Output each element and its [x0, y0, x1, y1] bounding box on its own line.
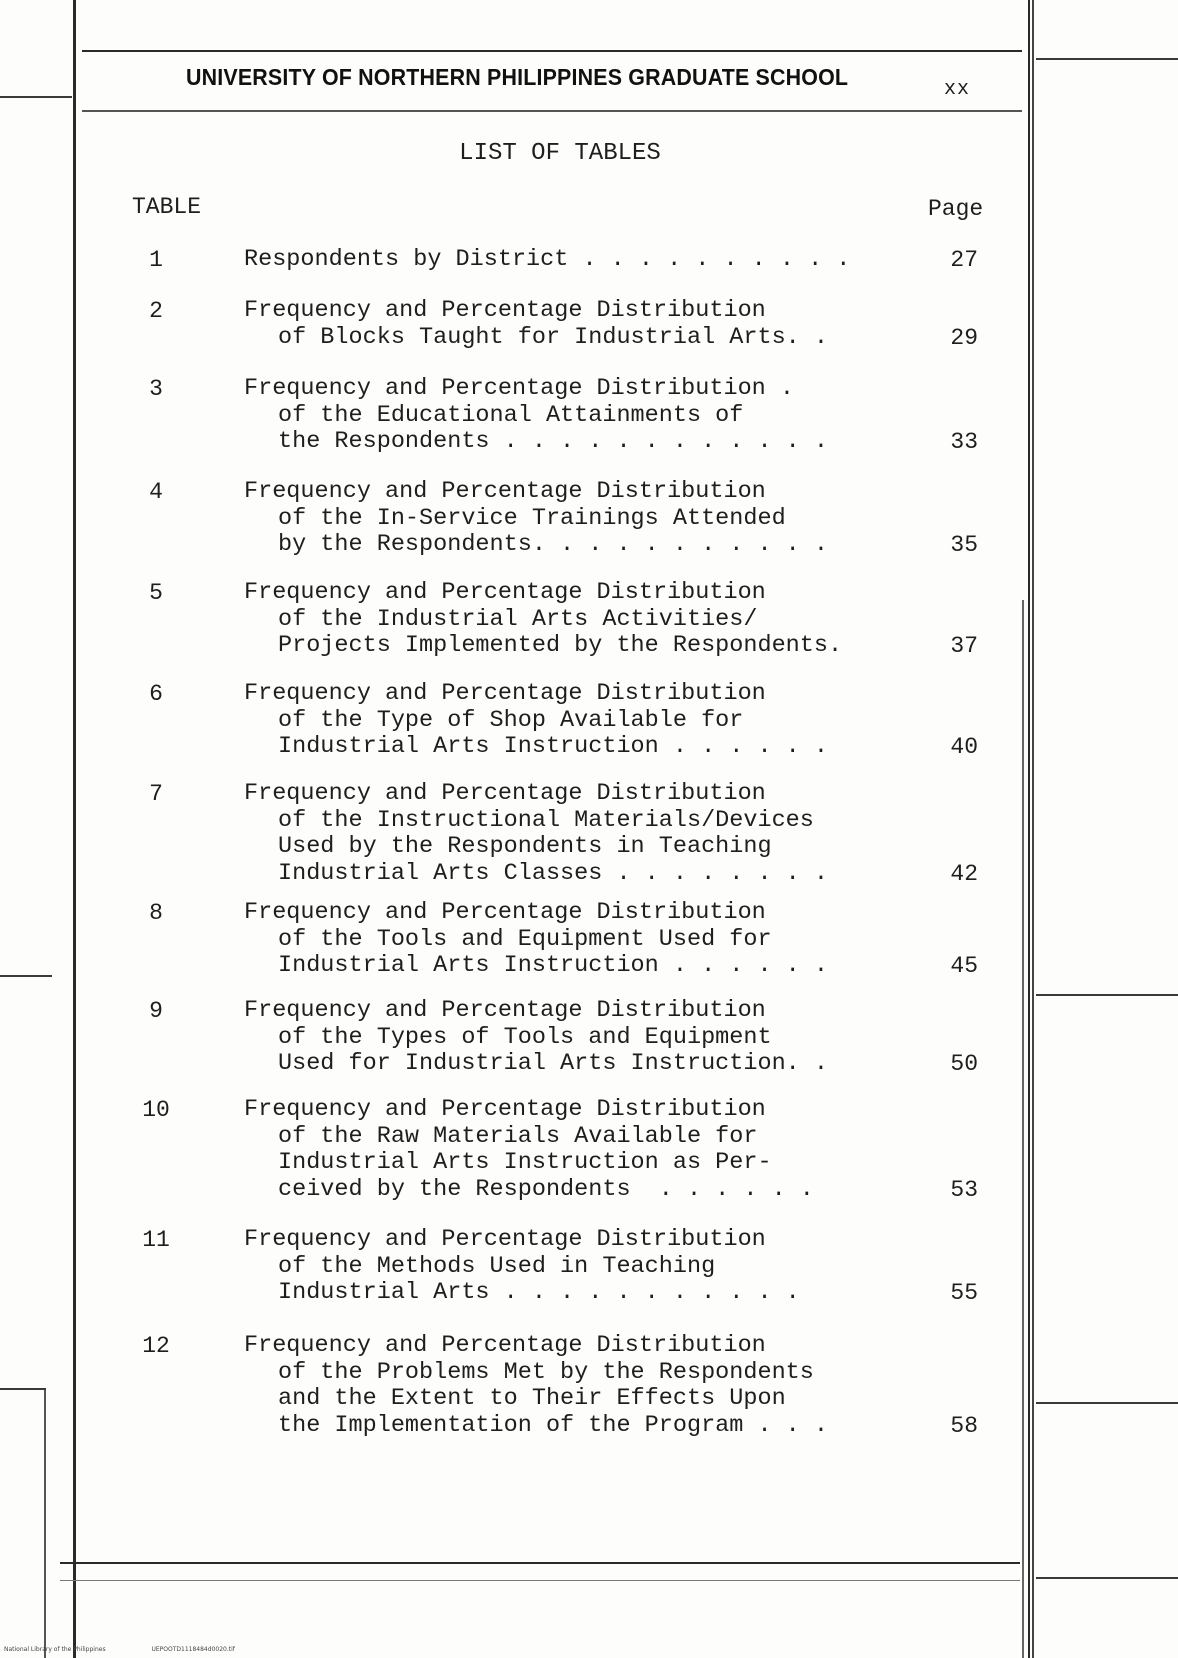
description-line: of the Problems Met by the Respondents: [278, 1358, 814, 1386]
table-number: 5: [149, 580, 163, 606]
table-number: 12: [142, 1333, 170, 1359]
left-edge-stub: [0, 96, 72, 98]
table-number: 4: [149, 479, 163, 505]
page-ref: 33: [950, 429, 978, 455]
right-margin-rule-3: [1022, 600, 1024, 1658]
description-line: Frequency and Percentage Distribution: [244, 780, 766, 807]
page-ref: 50: [950, 1051, 978, 1077]
description-line: Frequency and Percentage Distribution: [244, 579, 766, 606]
institution-header: UNIVERSITY OF NORTHERN PHILIPPINES GRADUATE SCHOOL: [186, 64, 849, 90]
description-line: by the Respondents. . . . . . . . . . .: [278, 531, 828, 558]
footer-rule-2: [60, 1580, 1020, 1581]
description-line: of the Methods Used in Teaching: [278, 1252, 716, 1280]
left-margin-rule: [73, 0, 76, 1658]
description-line: Frequency and Percentage Distribution .: [244, 375, 794, 402]
description-line: of the Educational Attainments of: [278, 401, 744, 429]
description-line: Industrial Arts Instruction . . . . . .: [278, 952, 828, 979]
description-line: Industrial Arts Instruction . . . . . .: [278, 733, 828, 760]
page-title: LIST OF TABLES: [459, 140, 661, 167]
left-edge-stub: [0, 975, 52, 977]
table-description: [244, 1333, 828, 1439]
table-number: 7: [149, 781, 163, 807]
page-ref: 45: [950, 953, 978, 979]
page-ref: 40: [950, 734, 978, 760]
column-header-table: TABLE: [132, 194, 202, 220]
table-description: [244, 1097, 814, 1203]
description-line: Used by the Respondents in Teaching: [278, 833, 772, 860]
description-line: Projects Implemented by the Respondents.: [278, 632, 843, 659]
description-line: of the Raw Materials Available for: [278, 1122, 758, 1150]
description-line: and the Extent to Their Effects Upon: [278, 1385, 786, 1412]
description-line: of the Type of Shop Available for: [278, 706, 744, 734]
page-ref: 53: [950, 1176, 978, 1203]
column-header-page: Page: [928, 196, 984, 222]
description-line: of the In-Service Trainings Attended: [278, 504, 786, 532]
table-description: [244, 376, 828, 456]
table-description: [244, 479, 828, 559]
description-line: Frequency and Percentage Distribution: [244, 1096, 766, 1123]
description-line: Used for Industrial Arts Instruction. .: [278, 1050, 828, 1077]
description-line: Frequency and Percentage Distribution: [244, 1226, 766, 1253]
description-line: of the Types of Tools and Equipment: [278, 1023, 772, 1051]
page-ref: 29: [950, 324, 978, 351]
footer-rule: [60, 1562, 1020, 1564]
page-ref: 37: [950, 633, 978, 659]
right-margin-rule-2: [1032, 0, 1034, 1658]
page-number: xx: [944, 78, 971, 101]
page-ref: 55: [950, 1280, 978, 1306]
page-ref: 27: [950, 247, 978, 273]
page-ref: 58: [950, 1412, 978, 1439]
description-line: Frequency and Percentage Distribution: [244, 1332, 766, 1359]
table-number: 8: [149, 900, 163, 926]
right-edge-stub: [1036, 994, 1178, 996]
table-description: [244, 998, 828, 1078]
description-line: the Implementation of the Program . . .: [278, 1411, 828, 1439]
description-line: Industrial Arts . . . . . . . . . . .: [278, 1279, 800, 1306]
library-credit: National Library of the Philippines: [4, 1646, 106, 1653]
right-edge-stub: [1036, 1577, 1178, 1579]
table-description: [244, 900, 828, 980]
description-line: Industrial Arts Instruction as Per-: [278, 1149, 772, 1176]
table-description: [244, 580, 842, 660]
table-number: 6: [149, 681, 163, 707]
description-line: Frequency and Percentage Distribution: [244, 680, 766, 707]
description-line: ceived by the Respondents . . . . . .: [278, 1175, 814, 1203]
page-ref: 35: [950, 532, 978, 558]
description-line: of the Instructional Materials/Devices: [278, 806, 814, 834]
table-number: 11: [142, 1227, 170, 1253]
table-number: 2: [149, 298, 163, 324]
right-edge-stub: [1036, 58, 1178, 60]
page-ref: 42: [950, 860, 978, 887]
right-margin-rule: [1028, 0, 1030, 1658]
table-description: [244, 247, 850, 274]
description-line: Frequency and Percentage Distribution: [244, 297, 766, 324]
table-description: [244, 781, 828, 887]
left-edge-stub: [0, 1388, 46, 1390]
scan-footer: [4, 1646, 279, 1653]
description-line: Frequency and Percentage Distribution: [244, 899, 766, 926]
description-line: Frequency and Percentage Distribution: [244, 997, 766, 1024]
table-description: [244, 298, 828, 351]
description-line: Industrial Arts Classes . . . . . . . .: [278, 859, 828, 887]
table-number: 3: [149, 376, 163, 402]
file-code: UEPOOTD1118484d0020.tif: [151, 1646, 235, 1653]
header-bottom-rule: [82, 110, 1022, 112]
left-outer-rule: [44, 1390, 46, 1658]
table-description: [244, 681, 828, 761]
header-top-rule: [82, 50, 1022, 52]
description-line: of the Tools and Equipment Used for: [278, 925, 772, 953]
table-description: [244, 1227, 800, 1307]
description-line: Frequency and Percentage Distribution: [244, 478, 766, 505]
table-number: 1: [149, 247, 163, 273]
right-edge-stub: [1036, 1402, 1178, 1404]
description-line: of Blocks Taught for Industrial Arts. .: [278, 323, 828, 351]
table-number: 10: [142, 1097, 170, 1123]
description-line: Respondents by District . . . . . . . . . .: [244, 246, 851, 273]
description-line: of the Industrial Arts Activities/: [278, 605, 758, 633]
table-number: 9: [149, 998, 163, 1024]
description-line: the Respondents . . . . . . . . . . . .: [278, 428, 828, 455]
